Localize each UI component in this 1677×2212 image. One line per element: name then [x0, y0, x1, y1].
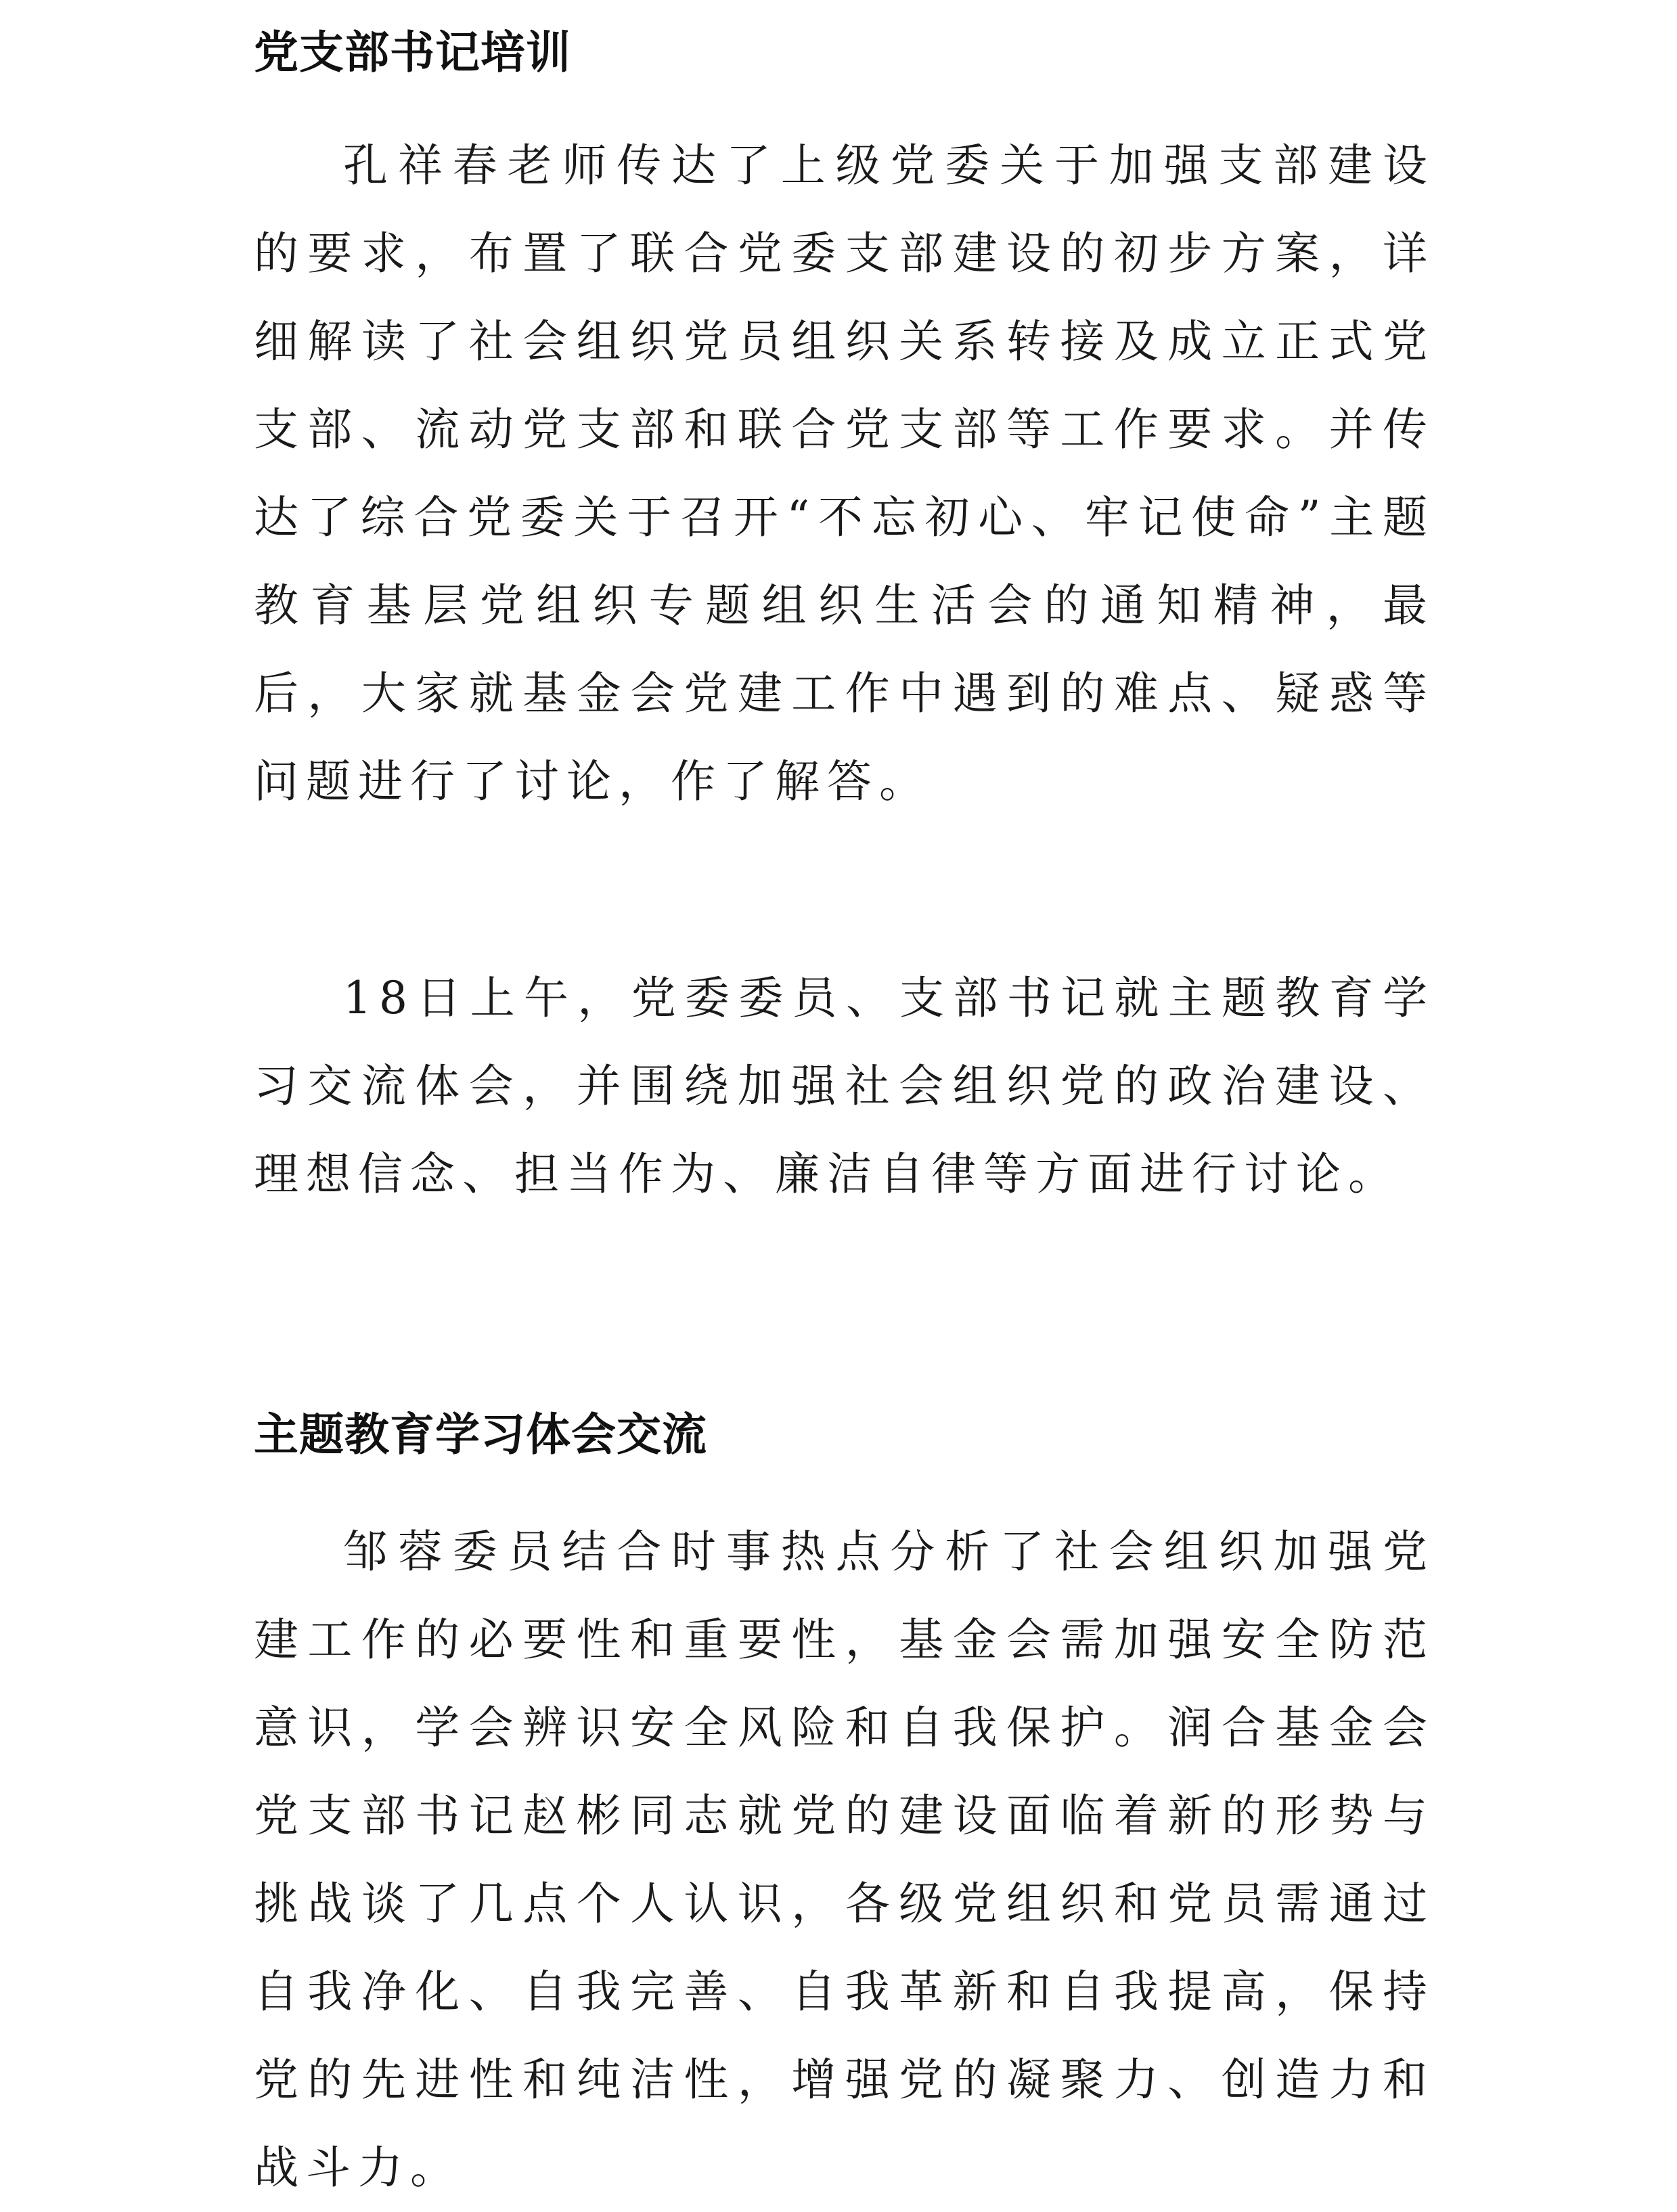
- paragraph-study-exchange: 邹蓉委员结合时事热点分析了社会组织加强党建工作的必要性和重要性，基金会需加强安全防范意识，学会辨识安全风险和自我保护。润合基金会党支部书记赵彬同志就党的建设面临着新的形势与挑战谈了几点个人认识，各级党组织和党员需通过自我净化、自我完善、自我革新和自我提高，保持党的先进性和纯洁性，增强党的凝聚力、创造力和战斗力。: [254, 1526, 1435, 2194]
- paragraph-morning-discussion: 18日上午，党委委员、支部书记就主题教育学习交流体会，并围绕加强社会组织党的政治建设、理想信念、担当作为、廉洁自律等方面进行讨论。: [254, 972, 1435, 1200]
- paragraph-training-summary: 孔祥春老师传达了上级党委关于加强支部建设的要求，布置了联合党委支部建设的初步方案，详细解读了社会组织党员组织关系转接及成立正式党支部、流动党支部和联合党支部等工作要求。并传达了综合党委关于召开“不忘初心、牢记使命”主题教育基层党组织专题组织生活会的通知精神，最后，大家就基金会党建工作中遇到的难点、疑惑等问题进行了讨论，作了解答。: [254, 139, 1435, 808]
- section-heading-party-secretary-training: 党支部书记培训: [254, 26, 571, 79]
- section-heading-study-exchange: 主题教育学习体会交流: [254, 1409, 707, 1461]
- document-body: [254, 0, 1435, 2212]
